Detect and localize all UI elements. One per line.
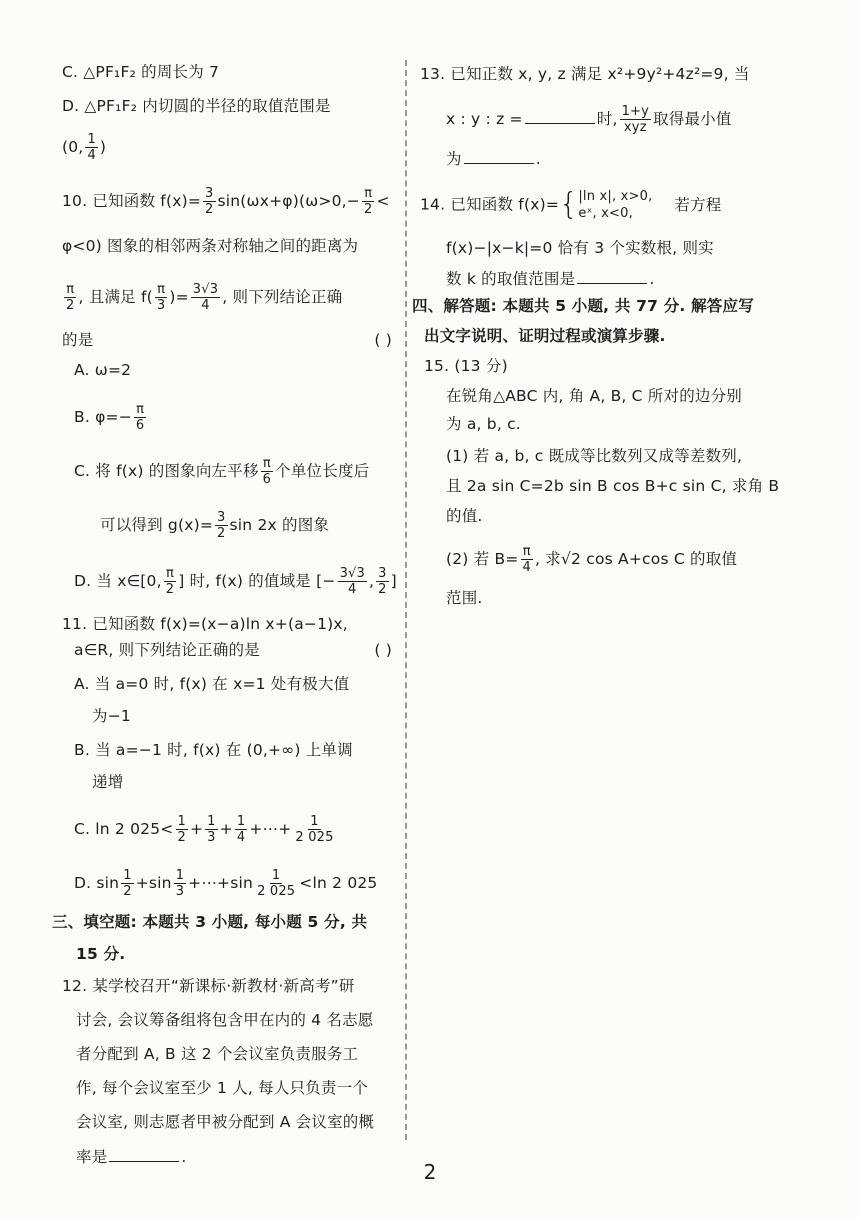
q10-stem-b: sin(ωx+φ)(ω>0,− xyxy=(217,192,360,210)
frac-num: 1 xyxy=(310,814,319,829)
frac-num: 3 xyxy=(378,566,387,581)
section-4-title-2: 出文字说明、证明过程或演算步骤. xyxy=(424,327,666,345)
fraction xyxy=(164,566,176,597)
q15-line-1: 在锐角△ABC 内, 角 A, B, C 所对的边分别 xyxy=(446,387,743,405)
plus: + xyxy=(219,820,233,838)
column-divider xyxy=(405,60,407,1140)
frac-den: xyz xyxy=(623,120,647,135)
q14-stem: 14. 已知函数 f(x)= xyxy=(420,195,560,214)
q10d-a: D. 当 x∈[0, xyxy=(74,572,162,590)
fraction xyxy=(155,282,167,313)
q13-min: 取得最小值 xyxy=(653,110,732,128)
q12-end: . xyxy=(181,1148,187,1166)
frac-den: 2 xyxy=(66,298,75,313)
frac-den: 6 xyxy=(135,418,145,433)
frac-num: 1 xyxy=(207,814,216,829)
q9-option-d-range xyxy=(62,132,106,163)
q10c2-a: 可以得到 g(x)= xyxy=(100,516,214,534)
q11-line-2 xyxy=(74,640,392,660)
q14-range: 数 k 的取值范围是 xyxy=(446,270,576,288)
fraction xyxy=(362,186,374,217)
frac-den: 2 xyxy=(165,582,175,597)
frac-num: 3√3 xyxy=(192,282,219,297)
q10c-b: 个单位长度后 xyxy=(275,462,370,480)
frac-den: 2 xyxy=(123,884,132,899)
frac-num: 1+y xyxy=(621,104,650,119)
q11-line-1: 11. 已知函数 f(x)=(x−a)ln x+(a−1)x, xyxy=(62,615,348,633)
q10-line-2: φ<0) 图象的相邻两条对称轴之间的距离为 xyxy=(62,237,359,255)
frac-den: 6 xyxy=(262,472,272,487)
q10-line-3 xyxy=(62,282,342,313)
q10-stem-c: < xyxy=(376,192,390,210)
q12-line-4: 作, 每个会议室至少 1 人, 每人只负责一个 xyxy=(76,1079,369,1097)
frac-den: 3 xyxy=(207,830,216,845)
frac-num: π xyxy=(262,456,271,471)
fraction xyxy=(205,814,217,845)
q12-l6: 率是 xyxy=(76,1148,108,1166)
q11-option-a: A. 当 a=0 时, f(x) 在 x=1 处有极大值 xyxy=(74,675,350,693)
frac-num: π xyxy=(165,566,174,581)
q12-line-3: 者分配到 A, B 这 2 个会议室负责服务工 xyxy=(76,1045,359,1063)
range-close: ) xyxy=(99,138,107,156)
frac-den: 2 xyxy=(205,202,214,217)
q10-option-c-2 xyxy=(100,510,329,541)
q15-part2 xyxy=(446,544,737,575)
fraction xyxy=(176,814,188,845)
frac-den: 3 xyxy=(156,298,166,313)
q10-l3-c: , 则下列结论正确 xyxy=(222,288,343,306)
frac-num: 1 xyxy=(177,814,186,829)
frac-den: 2 xyxy=(217,526,226,541)
fraction xyxy=(134,402,146,433)
fraction xyxy=(620,104,651,135)
q10-l4: 的是 xyxy=(62,331,94,349)
q13-line-2 xyxy=(446,104,732,135)
q13-end: . xyxy=(535,150,541,168)
q10c-a: C. 将 f(x) 的图象向左平移 xyxy=(74,462,259,480)
fraction xyxy=(338,566,367,597)
q14-if: 若方程 xyxy=(674,195,722,214)
fraction xyxy=(376,566,388,597)
answer-blank[interactable] xyxy=(525,108,595,124)
q15-p2-b: , 求√2 cos A+cos C 的取值 xyxy=(535,550,738,568)
frac-num: 3 xyxy=(217,510,226,525)
fraction xyxy=(121,868,133,899)
page-number: 2 xyxy=(423,1160,437,1184)
q10-line-4 xyxy=(62,330,392,350)
frac-num: 1 xyxy=(87,132,96,147)
frac-num: π xyxy=(364,186,373,201)
frac-num: 1 xyxy=(123,868,132,883)
q11d-c: +⋯+sin xyxy=(188,874,254,892)
piece-2: eˣ, x<0, xyxy=(578,206,633,221)
q11c-a: C. ln 2 025< xyxy=(74,820,174,838)
q14-line-1 xyxy=(420,188,722,222)
q10-stem-a: 10. 已知函数 f(x)= xyxy=(62,192,202,210)
fraction xyxy=(203,186,215,217)
plus: + xyxy=(189,820,204,838)
q15-part1-3: 的值. xyxy=(446,507,483,525)
q11-l2: a∈R, 则下列结论正确的是 xyxy=(74,641,260,659)
frac-den: 4 xyxy=(522,560,532,575)
range-open: (0, xyxy=(62,138,84,156)
fraction xyxy=(64,282,76,313)
q14-line-3 xyxy=(446,268,654,289)
q11d-b: +sin xyxy=(135,874,172,892)
fraction xyxy=(255,868,297,899)
q10-l3-b: )= xyxy=(169,288,189,306)
fraction xyxy=(293,814,335,845)
q10d-b: ] 时, f(x) 的值域是 [− xyxy=(178,572,336,590)
q11d-d: <ln 2 025 xyxy=(299,874,378,892)
answer-paren: ( ) xyxy=(374,641,392,659)
q9-option-c: C. △PF₁F₂ 的周长为 7 xyxy=(62,63,220,81)
q11d-a: D. sin xyxy=(74,874,120,892)
frac-den: 2 025 xyxy=(257,884,296,899)
piece-1: |ln x|, x>0, xyxy=(578,189,653,204)
q11-option-c xyxy=(74,814,338,845)
q10-option-c xyxy=(74,456,369,487)
q15-part1-1: (1) 若 a, b, c 既成等比数列又成等差数列, xyxy=(446,447,743,465)
frac-den: 4 xyxy=(87,148,96,163)
frac-den: 2 025 xyxy=(295,830,334,845)
q14-line-2: f(x)−|x−k|=0 恰有 3 个实数根, 则实 xyxy=(446,239,714,257)
q13-line-3 xyxy=(446,148,541,169)
q13-when: 时, xyxy=(596,110,618,128)
q9-option-d: D. △PF₁F₂ 内切圆的半径的取值范围是 xyxy=(62,97,331,115)
q14-end: . xyxy=(649,270,655,288)
frac-num: π xyxy=(66,282,75,297)
q11-option-a-2: 为−1 xyxy=(92,707,131,725)
q12-line-2: 讨会, 会议筹备组将包含甲在内的 4 名志愿 xyxy=(76,1011,374,1029)
q15-head: 15. (13 分) xyxy=(424,357,508,375)
q10-option-d xyxy=(74,566,397,597)
answer-blank[interactable] xyxy=(464,148,534,164)
fraction xyxy=(215,510,227,541)
answer-paren: ( ) xyxy=(374,331,392,349)
q15-p2-a: (2) 若 B= xyxy=(446,550,519,568)
dots: +⋯+ xyxy=(249,820,292,838)
q10-line-1 xyxy=(62,186,390,217)
q11-option-d xyxy=(74,868,378,899)
frac-num: 1 xyxy=(236,814,246,829)
q10c2-b: sin 2x 的图象 xyxy=(229,516,330,534)
fraction xyxy=(191,282,220,313)
section-3-title: 三、填空题: 本题共 3 小题, 每小题 5 分, 共 xyxy=(52,913,368,931)
frac-num: π xyxy=(136,402,145,417)
frac-den: 2 xyxy=(378,582,387,597)
q15-part1-2: 且 2a sin C=2b sin B cos B+c sin C, 求角 B xyxy=(446,477,780,495)
q10-l3-a: , 且满足 f( xyxy=(78,288,153,306)
fraction xyxy=(85,132,97,163)
q13-ratio: x : y : z = xyxy=(446,110,523,128)
frac-num: π xyxy=(522,544,531,559)
q10-option-b xyxy=(74,402,148,433)
answer-blank[interactable] xyxy=(577,268,647,284)
piecewise-def xyxy=(578,188,652,222)
q10d-c: , xyxy=(369,572,375,590)
q10-option-a: A. ω=2 xyxy=(74,361,132,379)
section-3-title-2: 15 分. xyxy=(76,945,126,963)
frac-den: 2 xyxy=(363,202,373,217)
q10b-text: B. φ=− xyxy=(74,408,132,426)
q11-option-b: B. 当 a=−1 时, f(x) 在 (0,+∞) 上单调 xyxy=(74,741,353,759)
q13-line-1: 13. 已知正数 x, y, z 满足 x²+9y²+4z²=9, 当 xyxy=(420,65,750,83)
frac-num: π xyxy=(157,282,166,297)
q15-line-2: 为 a, b, c. xyxy=(446,415,521,433)
frac-num: 1 xyxy=(175,868,185,883)
fraction xyxy=(261,456,273,487)
q15-part2-2: 范围. xyxy=(446,589,483,607)
frac-den: 4 xyxy=(348,582,357,597)
frac-num: 1 xyxy=(271,868,281,883)
frac-num: 3√3 xyxy=(339,566,365,581)
frac-den: 2 xyxy=(177,830,186,845)
q12-line-5: 会议室, 则志愿者甲被分配到 A 会议室的概 xyxy=(76,1113,375,1131)
fraction xyxy=(521,544,533,575)
fraction xyxy=(174,868,186,899)
q10d-d: ] xyxy=(390,572,397,590)
section-4-title: 四、解答题: 本题共 5 小题, 共 77 分. 解答应写 xyxy=(412,297,754,315)
frac-den: 3 xyxy=(175,884,185,899)
frac-den: 4 xyxy=(201,298,210,313)
frac-den: 4 xyxy=(236,830,246,845)
left-brace: { xyxy=(559,187,579,222)
frac-num: 3 xyxy=(205,186,214,201)
q11-option-b-2: 递增 xyxy=(92,773,124,791)
fraction xyxy=(235,814,247,845)
q13-is: 为 xyxy=(446,150,462,168)
q12-line-1: 12. 某学校召开“新课标·新教材·新高考”研 xyxy=(62,977,355,995)
